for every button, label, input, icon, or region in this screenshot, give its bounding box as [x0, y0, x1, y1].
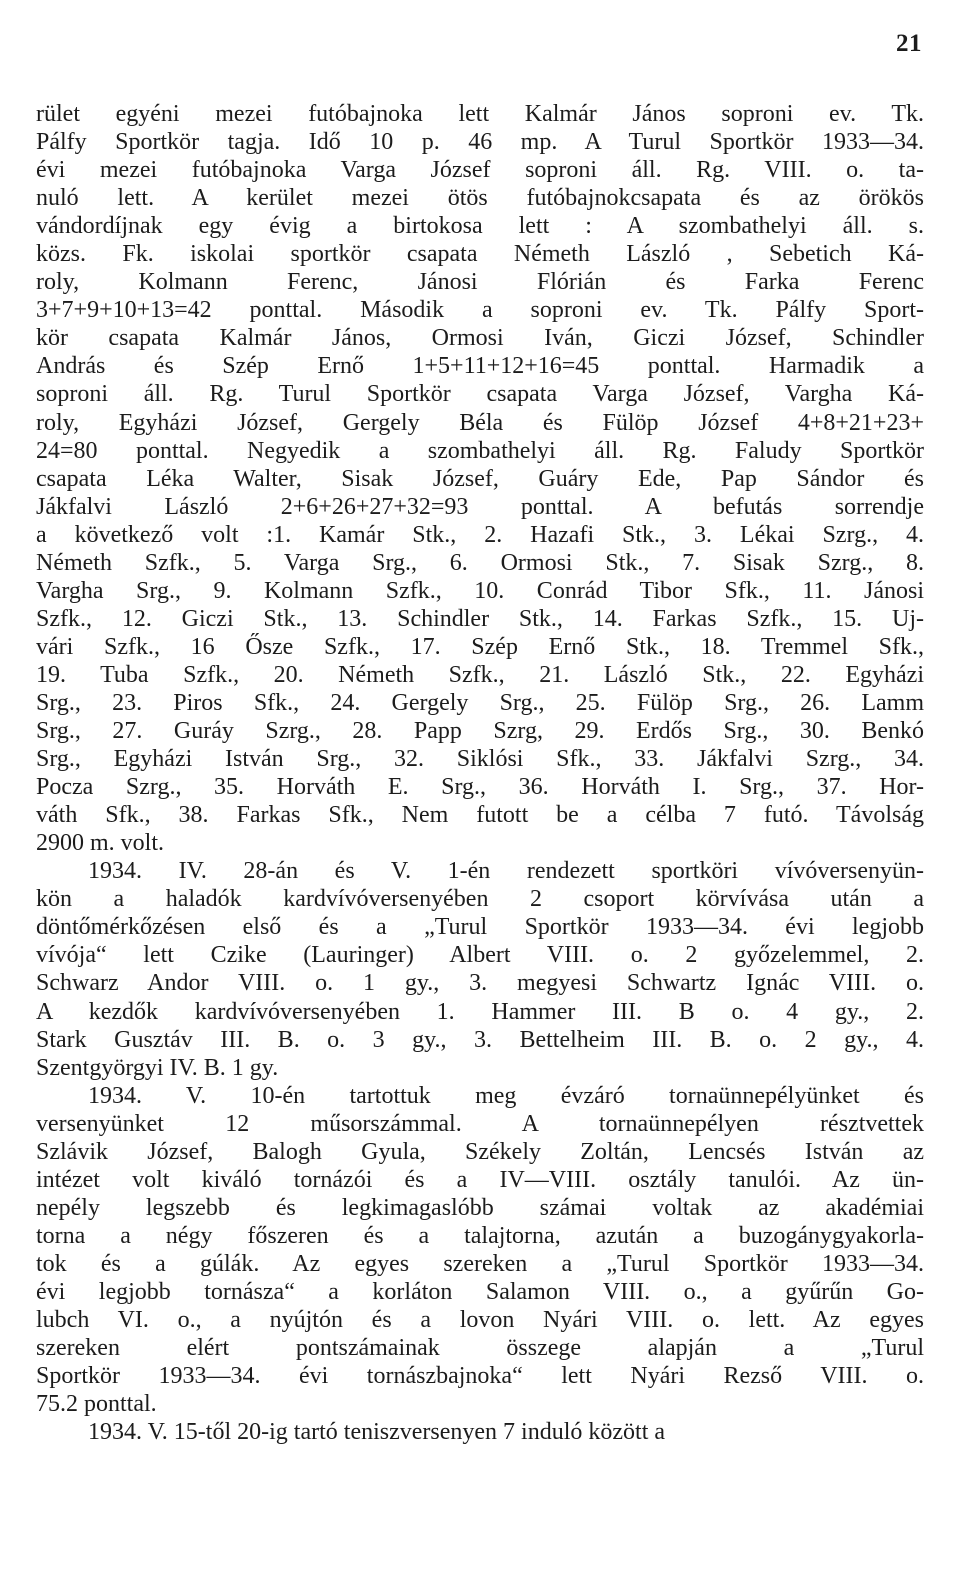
- paragraph: [36, 857, 924, 1081]
- text-line: Pocza Szrg., 35. Horváth E. Srg., 36. Horváth I. Srg., 37. Hor-: [36, 774, 924, 801]
- text-line: soproni áll. Rg. Turul Sportkör csapata Varga József, Vargha Ká-: [36, 381, 924, 408]
- text-line: Vargha Srg., 9. Kolmann Szfk., 10. Conrád Tibor Sfk., 11. Jánosi: [36, 577, 924, 604]
- text-line: Schwarz Andor VIII. o. 1 gy., 3. megyesi Schwartz Ignác VIII. o.: [36, 970, 924, 997]
- body-text: [36, 100, 924, 1446]
- text-line: 19. Tuba Szfk., 20. Németh Szfk., 21. László Stk., 22. Egyházi: [36, 661, 924, 688]
- text-line: A kezdők kardvívóversenyében 1. Hammer III. B o. 4 gy., 2.: [36, 998, 924, 1025]
- text-line: roly, Kolmann Ferenc, Jánosi Flórián és Farka Ferenc: [36, 269, 924, 296]
- text-line: Jákfalvi László 2+6+26+27+32=93 ponttal. A befutás sorrendje: [36, 493, 924, 520]
- text-line: Németh Szfk., 5. Varga Srg., 6. Ormosi Stk., 7. Sisak Szrg., 8.: [36, 549, 924, 576]
- text-line: döntőmérkőzésen első és a „Turul Sportkör 1933—34. évi legjobb: [36, 914, 924, 941]
- paragraph: [36, 100, 924, 857]
- text-line: Szentgyörgyi IV. B. 1 gy.: [36, 1054, 279, 1081]
- text-line: kör csapata Kalmár János, Ormosi Iván, Giczi József, Schindler: [36, 325, 924, 352]
- text-line: kön a haladók kardvívóversenyében 2 csoport körvívása után a: [36, 886, 924, 913]
- text-line: 1934. V. 15-től 20-ig tartó teniszversenyen 7 induló között a: [88, 1419, 666, 1446]
- text-line: csapata Léka Walter, Sisak József, Guáry Ede, Pap Sándor és: [36, 465, 924, 492]
- text-line: évi mezei futóbajnoka Varga József soproni áll. Rg. VIII. o. ta-: [36, 157, 924, 184]
- text-line: lubch VI. o., a nyújtón és a lovon Nyári VIII. o. lett. Az egyes: [36, 1307, 924, 1334]
- text-line: 1934. V. 10-én tartottuk meg évzáró tornaünnepélyünket és: [88, 1082, 924, 1109]
- text-line: 3+7+9+10+13=42 ponttal. Második a soproni ev. Tk. Pálfy Sport-: [36, 297, 924, 324]
- text-line: Pálfy Sportkör tagja. Idő 10 p. 46 mp. A Turul Sportkör 1933—34.: [36, 129, 924, 156]
- text-line: Sportkör 1933—34. évi tornászbajnoka“ lett Nyári Rezső VIII. o.: [36, 1363, 924, 1390]
- text-line: torna a négy főszeren és a talajtorna, azután a buzogánygyakorla-: [36, 1222, 924, 1249]
- text-line: tok és a gúlák. Az egyes szereken a „Turul Sportkör 1933—34.: [36, 1250, 924, 1277]
- text-line: nuló lett. A kerület mezei ötös futóbajnokcsapata és az örökös: [36, 185, 924, 212]
- text-line: Srg., 27. Guráy Szrg., 28. Papp Szrg, 29. Erdős Srg., 30. Benkó: [36, 718, 924, 745]
- text-line: András és Szép Ernő 1+5+11+12+16=45 ponttal. Harmadik a: [36, 353, 924, 380]
- text-line: 1934. IV. 28-án és V. 1-én rendezett sportköri vívóversenyün-: [88, 858, 924, 885]
- text-line: rület egyéni mezei futóbajnoka lett Kalmár János soproni ev. Tk.: [36, 101, 924, 127]
- text-line: roly, Egyházi József, Gergely Béla és Fülöp József 4+8+21+23+: [36, 409, 924, 436]
- paragraph: [36, 1418, 924, 1446]
- text-line: közs. Fk. iskolai sportkör csapata Németh László , Sebetich Ká-: [36, 241, 924, 268]
- text-line: 2900 m. volt.: [36, 830, 165, 857]
- page-number: 21: [896, 30, 922, 57]
- text-line: Srg., 23. Piros Sfk., 24. Gergely Srg., 25. Fülöp Srg., 26. Lamm: [36, 689, 924, 716]
- text-line: váth Sfk., 38. Farkas Sfk., Nem futott be a célba 7 futó. Távolság: [36, 802, 924, 829]
- text-line: Szlávik József, Balogh Gyula, Székely Zoltán, Lencsés István az: [36, 1138, 924, 1165]
- text-line: évi legjobb tornásza“ a korláton Salamon VIII. o., a gyűrűn Go-: [36, 1278, 924, 1305]
- text-line: Stark Gusztáv III. B. o. 3 gy., 3. Bettelheim III. B. o. 2 gy., 4.: [36, 1026, 924, 1053]
- text-line: Szfk., 12. Giczi Stk., 13. Schindler Stk., 14. Farkas Szfk., 15. Uj-: [36, 605, 924, 632]
- text-line: vári Szfk., 16 Ősze Szfk., 17. Szép Ernő Stk., 18. Tremmel Sfk.,: [36, 633, 924, 660]
- text-line: 24=80 ponttal. Negyedik a szombathelyi áll. Rg. Faludy Sportkör: [36, 437, 924, 464]
- text-line: a következő volt :1. Kamár Stk., 2. Hazafi Stk., 3. Lékai Szrg., 4.: [36, 521, 924, 548]
- text-line: Srg., Egyházi István Srg., 32. Siklósi Sfk., 33. Jákfalvi Szrg., 34.: [36, 746, 924, 773]
- paragraph: [36, 1082, 924, 1419]
- text-line: versenyünket 12 műsorszámmal. A tornaünnepélyen résztvettek: [36, 1110, 924, 1137]
- text-line: 75.2 ponttal.: [36, 1391, 157, 1418]
- text-line: szereken elért pontszámainak összege alapján a „Turul: [36, 1335, 924, 1362]
- text-line: intézet volt kiváló tornázói és a IV—VIII. osztály tanulói. Az ün-: [36, 1166, 924, 1193]
- text-line: vívója“ lett Czike (Lauringer) Albert VIII. o. 2 győzelemmel, 2.: [36, 942, 924, 969]
- text-line: nepély legszebb és legkimagaslóbb számai voltak az akadémiai: [36, 1194, 924, 1221]
- text-line: vándordíjnak egy évig a birtokosa lett : A szombathelyi áll. s.: [36, 213, 924, 240]
